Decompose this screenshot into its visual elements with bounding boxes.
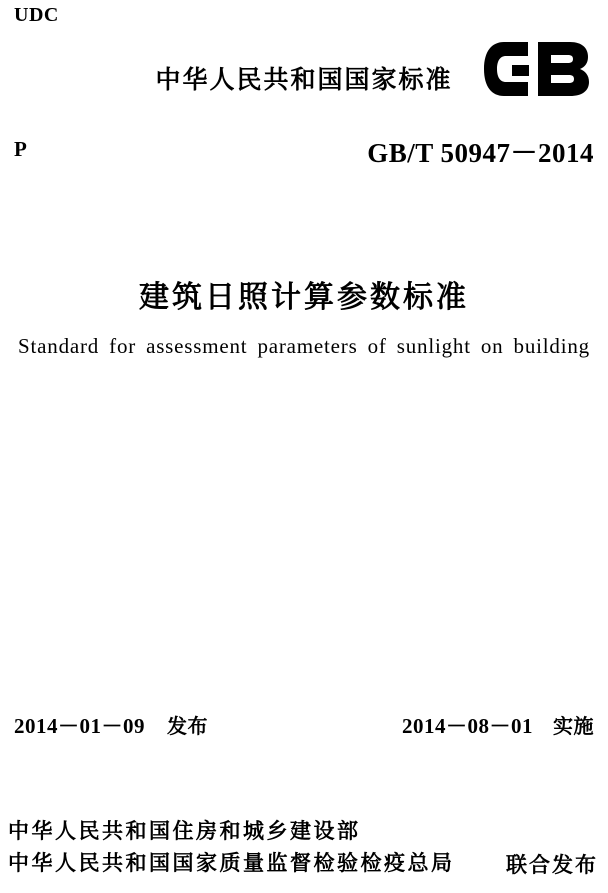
standard-number: GB/T 50947－2014 xyxy=(367,138,594,168)
effective-date-value: 2014－08－01 xyxy=(402,714,533,738)
gb-logo-icon xyxy=(482,38,594,100)
issuing-authorities xyxy=(8,815,455,879)
issue-date-value: 2014－01－09 xyxy=(14,714,145,738)
footer-block xyxy=(0,807,608,887)
joint-release-label: 联合发布 xyxy=(506,853,598,877)
national-standard-heading: 中华人民共和国国家标准 xyxy=(155,65,453,94)
udc-label: UDC xyxy=(14,4,59,26)
issue-date-label: 发布 xyxy=(167,714,208,738)
effective-date-block xyxy=(402,710,594,740)
issuer-line-1: 中华人民共和国住房和城乡建设部 xyxy=(8,819,361,843)
classification-mark: P xyxy=(14,137,27,161)
page-title-english: Standard for assessment parameters of sunlight on building xyxy=(18,334,590,358)
page-title-chinese: 建筑日照计算参数标准 xyxy=(139,280,469,315)
issuer-line-2: 中华人民共和国国家质量监督检验检疫总局 xyxy=(8,851,455,875)
effective-date-label: 实施 xyxy=(553,714,594,738)
issue-date-block xyxy=(14,710,208,740)
